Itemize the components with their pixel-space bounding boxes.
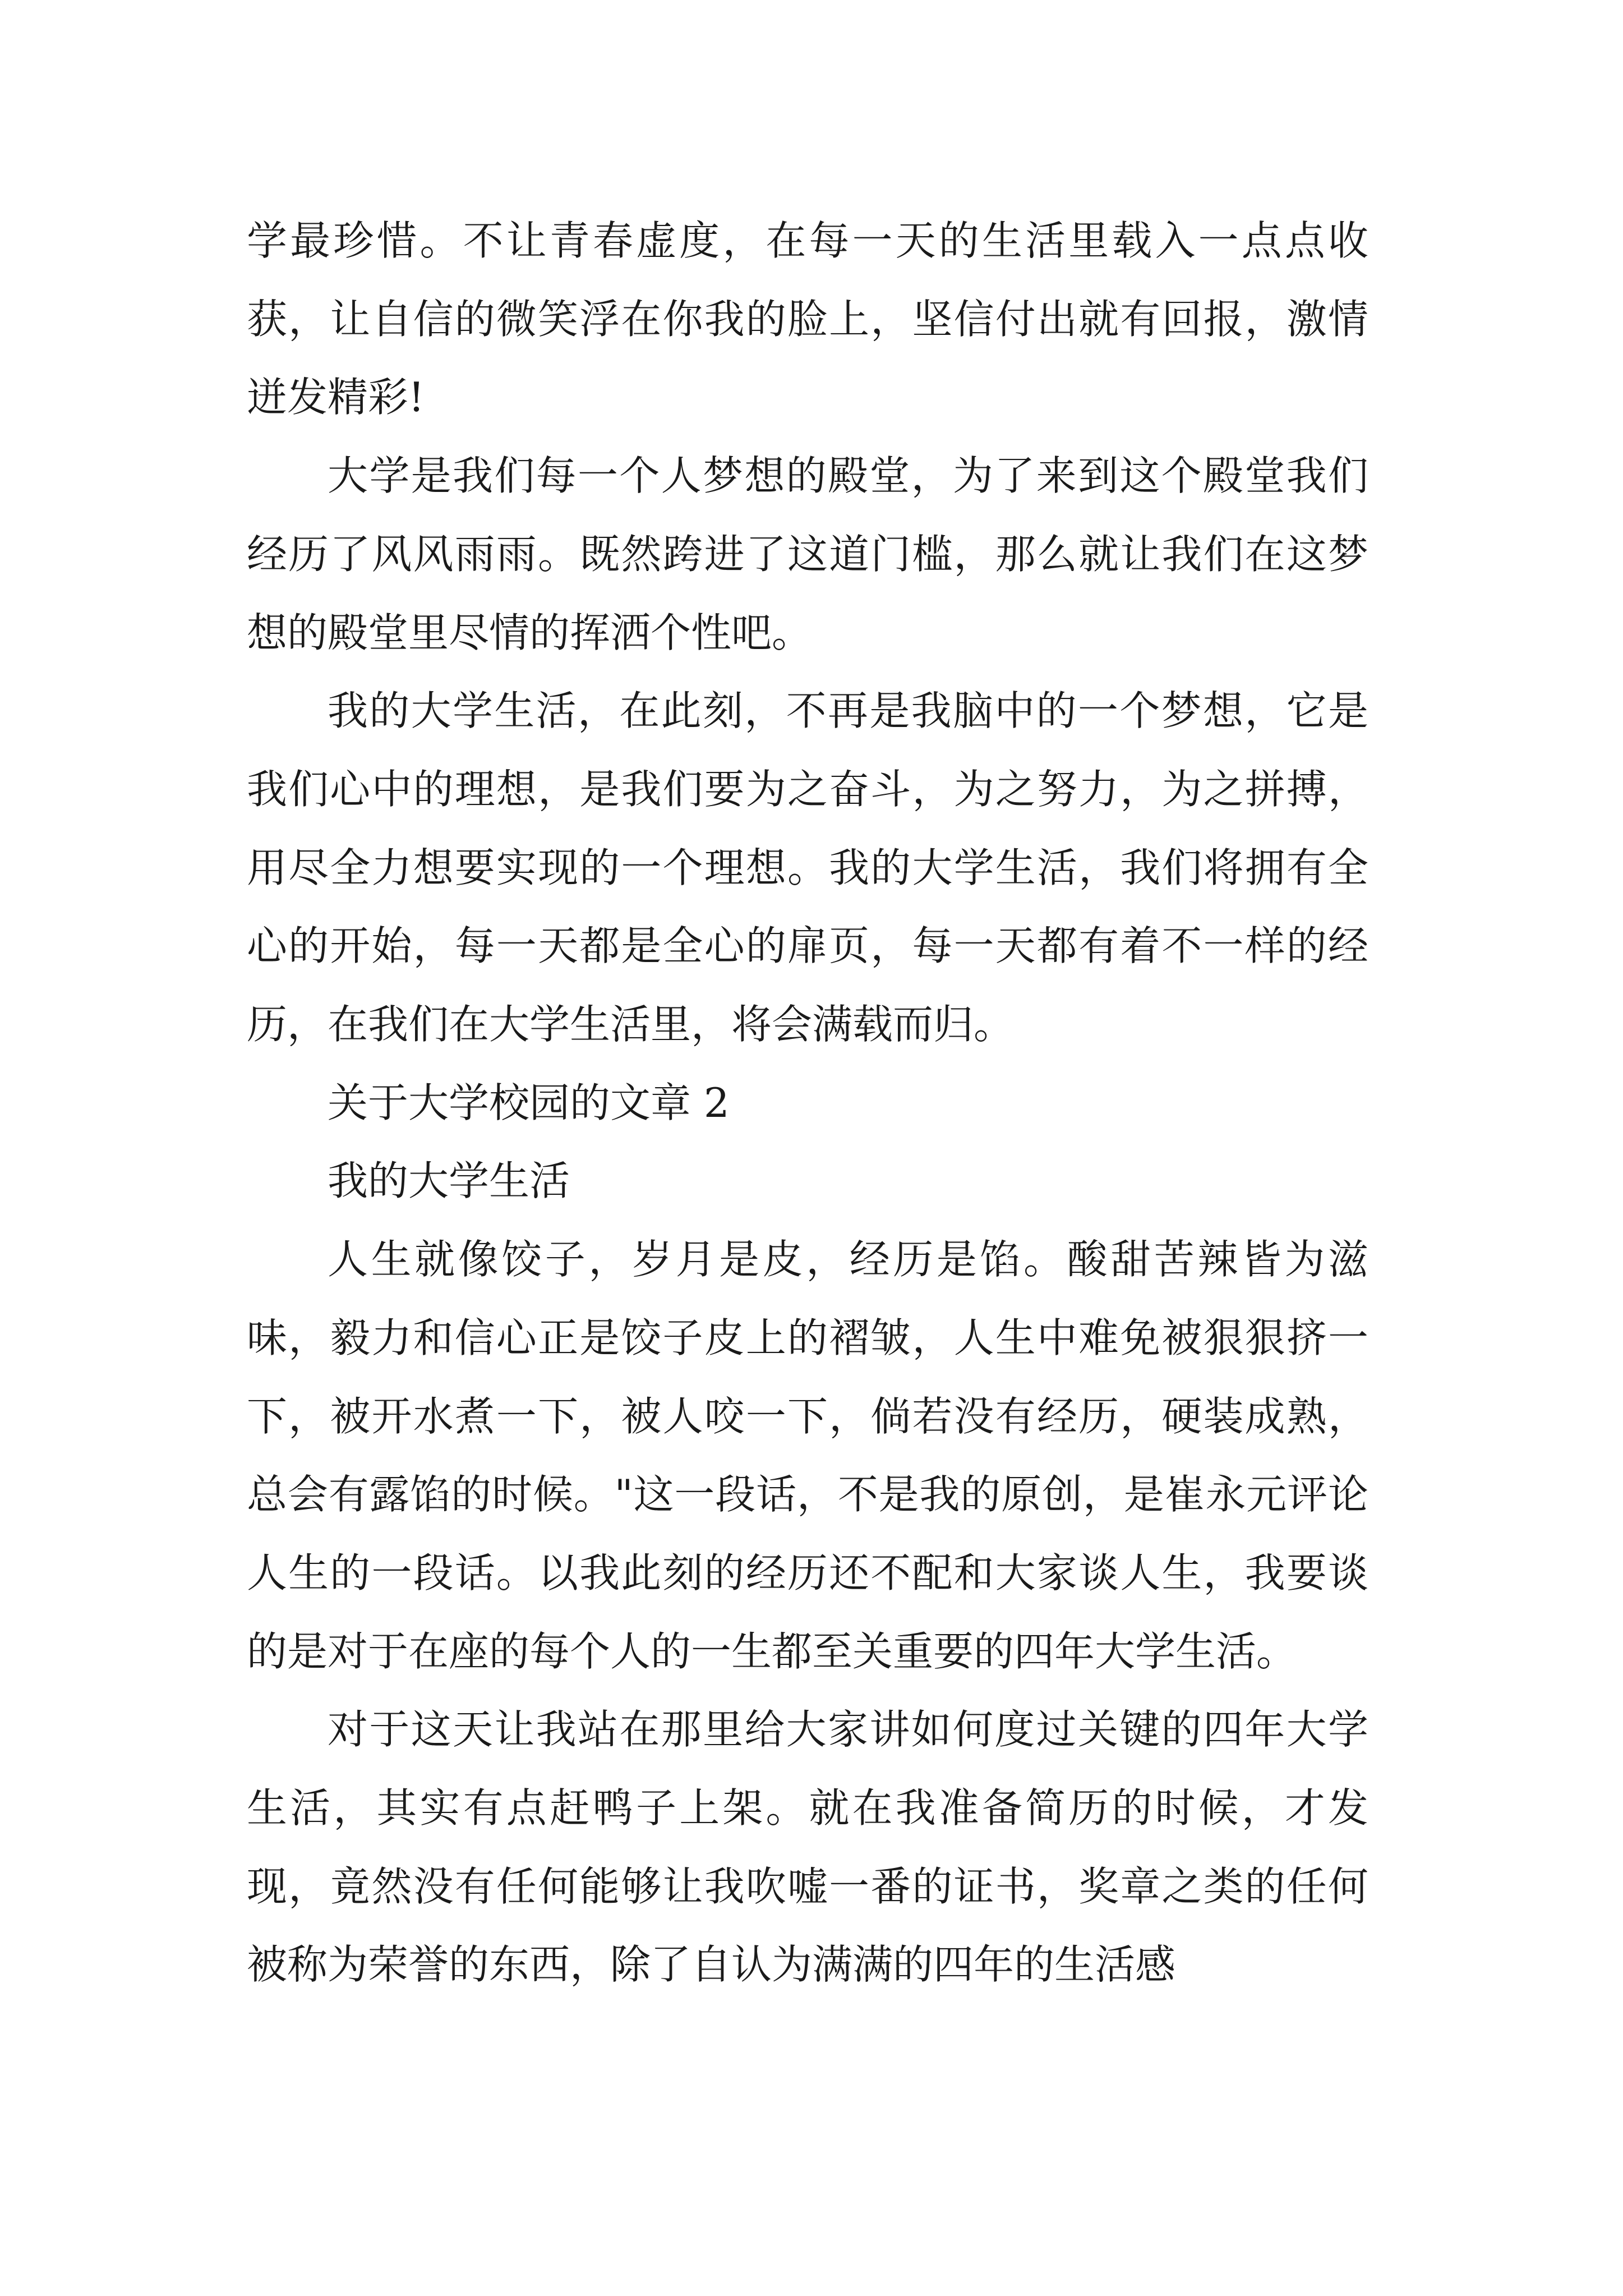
paragraph: 大学是我们每一个人梦想的殿堂，为了来到这个殿堂我们经历了风风雨雨。既然跨进了这道门槛，那么就让我们在这梦想的殿堂里尽情的挥洒个性吧。 — [247, 452, 1368, 656]
paragraph-continued: 学最珍惜。不让青春虚度，在每一天的生活里载入一点点收获，让自信的微笑浮在你我的脸上，坚信付出就有回报，激情迸发精彩! — [247, 217, 1368, 421]
paragraph: 我的大学生活，在此刻，不再是我脑中的一个梦想，它是我们心中的理想，是我们要为之奋斗，为之努力，为之拼搏，用尽全力想要实现的一个理想。我的大学生活，我们将拥有全心的开始，每一天都是全心的扉页，每一天都有着不一样的经历，在我们在大学生活里，将会满载而归。 — [247, 687, 1368, 1048]
article-heading: 关于大学校园的文章 2 — [328, 1079, 730, 1126]
document-body — [247, 202, 1368, 2004]
paragraph: 对于这天让我站在那里给大家讲如何度过关键的四年大学生活，其实有点赶鸭子上架。就在我准备简历的时候，才发现，竟然没有任何能够让我吹嘘一番的证书，奖章之类的任何被称为荣誉的东西，除了自认为满满的四年的生活感 — [247, 1706, 1368, 1989]
article-subheading: 我的大学生活 — [328, 1157, 570, 1205]
paragraph: 人生就像饺子，岁月是皮，经历是馅。酸甜苦辣皆为滋味，毅力和信心正是饺子皮上的褶皱，人生中难免被狠狠挤一下，被开水煮一下，被人咬一下，倘若没有经历，硬装成熟，总会有露馅的时候。"这一段话，不是我的原创，是崔永元评论人生的一段话。以我此刻的经历还不配和大家谈人生，我要谈的是对于在座的每个人的一生都至关重要的四年大学生活。 — [247, 1236, 1368, 1675]
